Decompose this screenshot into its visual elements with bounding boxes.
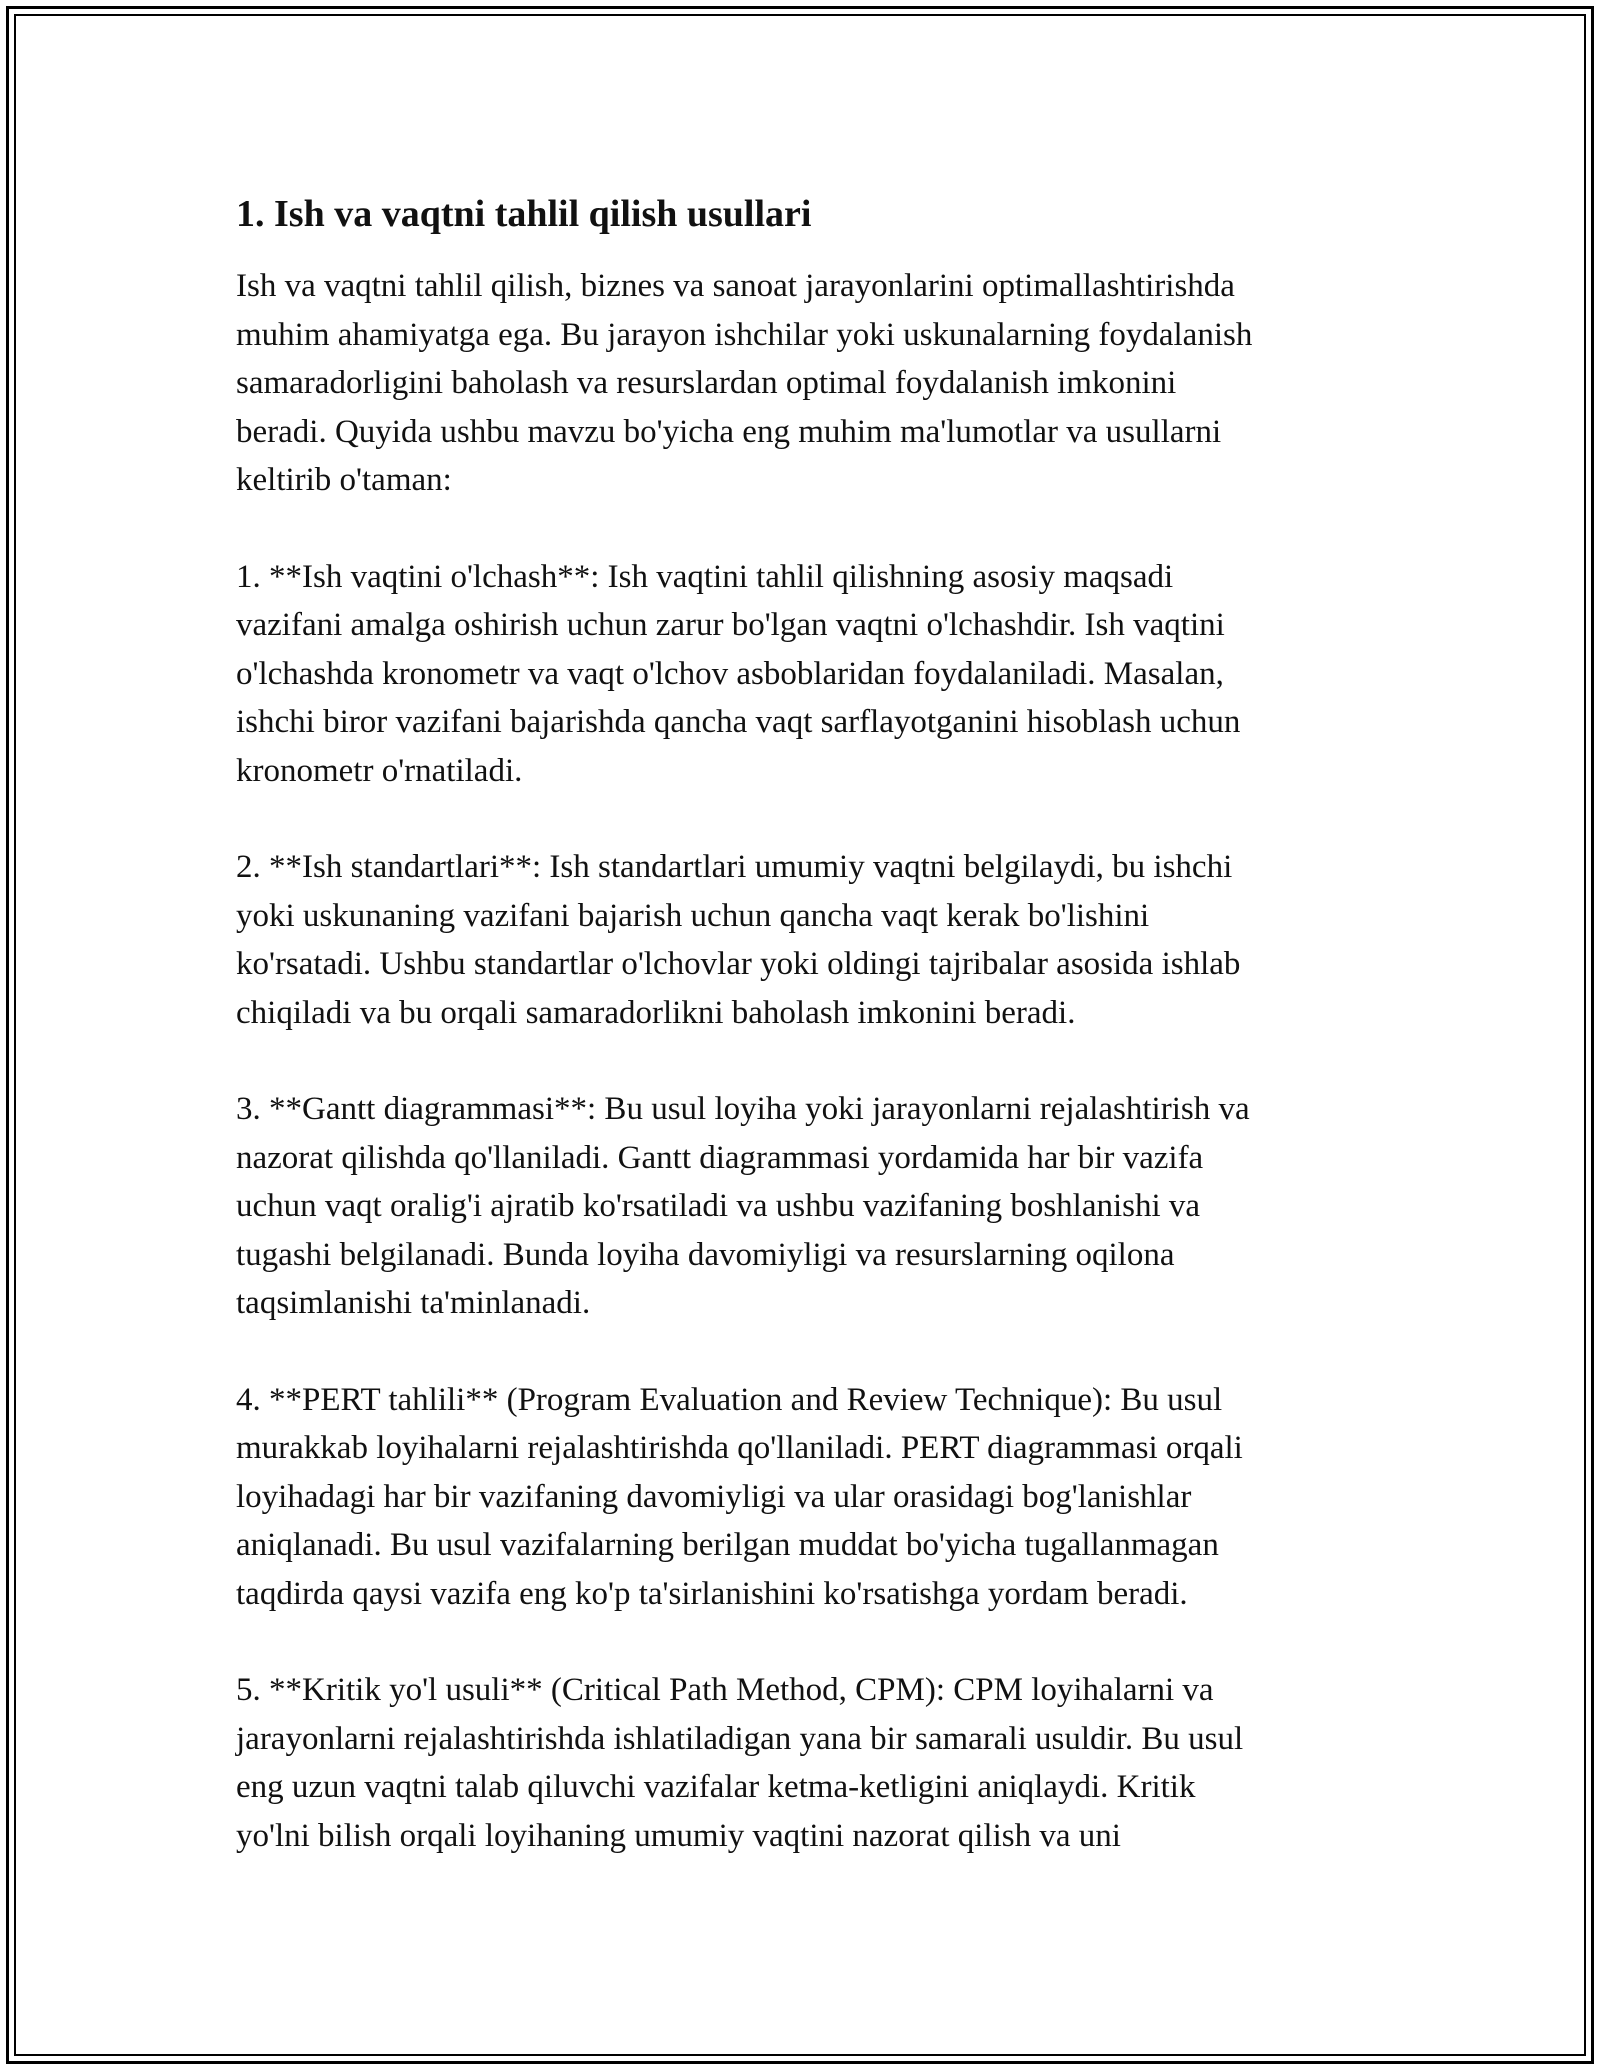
text-line: chiqiladi va bu orqali samaradorlikni baholash imkonini beradi. [236, 994, 1076, 1031]
text-line: 2. **Ish standartlari**: Ish standartlari umumiy vaqtni belgilaydi, bu ishchi [236, 849, 1233, 885]
text-line: taqdirda qaysi vazifa eng ko'p ta'sirlanishini ko'rsatishga yordam beradi. [236, 1575, 1188, 1612]
text-line: samaradorligini baholash va resurslardan optimal foydalanish imkonini [236, 365, 1177, 401]
list-item-work-time-measurement [236, 553, 1386, 796]
list-item-work-standards [236, 843, 1386, 1037]
intro-paragraph [236, 262, 1386, 505]
text-line: keltirib o'taman: [236, 462, 452, 498]
text-line: tugashi belgilanadi. Bunda loyiha davomiyligi va resurslarning oqilona [236, 1236, 1175, 1273]
text-line: Ish va vaqtni tahlil qilish, biznes va sanoat jarayonlarini optimallashtirishda [236, 268, 1235, 304]
text-line: yo'lni bilish orqali loyihaning umumiy vaqtini nazorat qilish va uni [236, 1817, 1121, 1854]
text-line: vazifani amalga oshirish uchun zarur bo'lgan vaqtni o'lchashdir. Ish vaqtini [236, 607, 1225, 643]
list-item-gantt-chart [236, 1085, 1386, 1328]
text-line: loyihadagi har bir vazifaning davomiyligi va ular orasidagi bog'lanishlar [236, 1478, 1192, 1515]
text-line: o'lchashda kronometr va vaqt o'lchov asboblaridan foydalaniladi. Masalan, [236, 655, 1224, 692]
text-line: jarayonlarni rejalashtirishda ishlatiladigan yana bir samarali usuldir. Bu usul [236, 1720, 1244, 1757]
text-line: eng uzun vaqtni talab qiluvchi vazifalar ketma-ketligini aniqlaydi. Kritik [236, 1769, 1196, 1805]
document-body [236, 188, 1386, 1908]
text-line: murakkab loyihalarni rejalashtirishda qo'llaniladi. PERT diagrammasi orqali [236, 1430, 1243, 1466]
text-line: 4. **PERT tahlili** (Program Evaluation and Review Technique): Bu usul [236, 1381, 1223, 1418]
text-line: 3. **Gantt diagrammasi**: Bu usul loyiha yoki jarayonlarni rejalashtirish va [236, 1091, 1250, 1127]
text-line: beradi. Quyida ushbu mavzu bo'yicha eng muhim ma'lumotlar va usullarni [236, 413, 1222, 450]
text-line: aniqlanadi. Bu usul vazifalarning berilgan muddat bo'yicha tugallanmagan [236, 1527, 1219, 1563]
text-line: taqsimlanishi ta'minlanadi. [236, 1285, 591, 1321]
text-line: yoki uskunaning vazifani bajarish uchun qancha vaqt kerak bo'lishini [236, 897, 1150, 934]
text-line: nazorat qilishda qo'llaniladi. Gantt diagrammasi yordamida har bir vazifa [236, 1139, 1204, 1176]
text-line: uchun vaqt oralig'i ajratib ko'rsatiladi va ushbu vazifaning boshlanishi va [236, 1188, 1201, 1224]
text-line: kronometr o'rnatiladi. [236, 752, 523, 789]
text-line: 1. **Ish vaqtini o'lchash**: Ish vaqtini tahlil qilishning asosiy maqsadi [236, 558, 1174, 595]
text-line: 5. **Kritik yo'l usuli** (Critical Path Method, CPM): CPM loyihalarni va [236, 1672, 1214, 1708]
document-title: 1. Ish va vaqtni tahlil qilish usullari [236, 193, 812, 235]
list-item-pert-analysis [236, 1376, 1386, 1619]
text-line: muhim ahamiyatga ega. Bu jarayon ishchilar yoki uskunalarning foydalanish [236, 316, 1253, 353]
text-line: ishchi biror vazifani bajarishda qancha vaqt sarflayotganini hisoblash uchun [236, 704, 1241, 740]
text-line: ko'rsatadi. Ushbu standartlar o'lchovlar yoki oldingi tajribalar asosida ishlab [236, 946, 1241, 982]
list-item-critical-path-method [236, 1666, 1386, 1860]
